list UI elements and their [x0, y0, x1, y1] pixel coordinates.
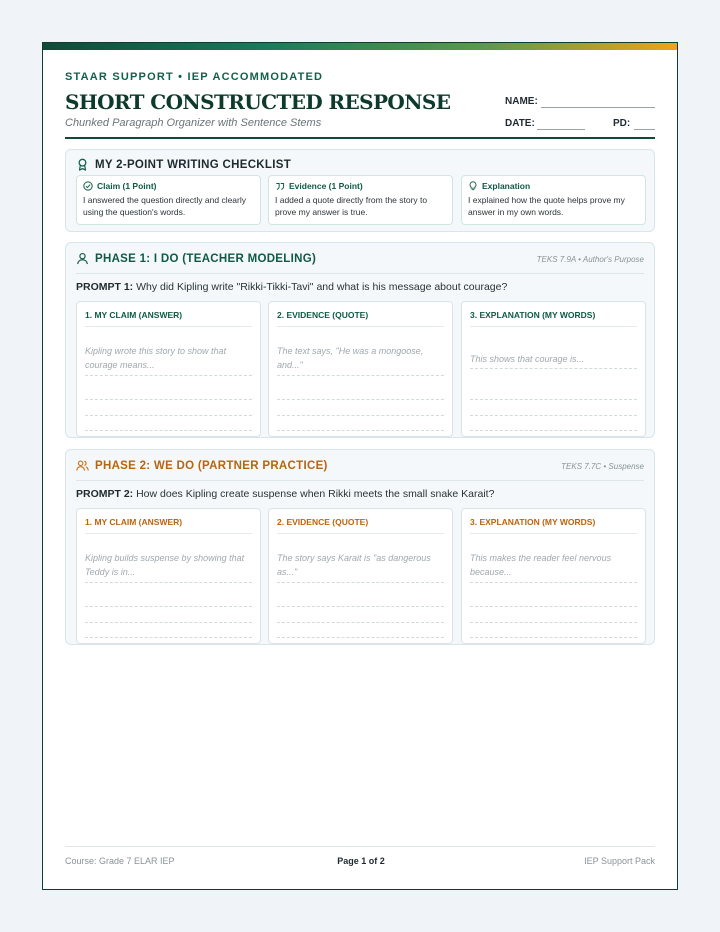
pd-field[interactable]	[634, 129, 655, 130]
writing-line	[277, 375, 444, 376]
writing-line	[470, 430, 637, 431]
column-divider	[85, 326, 252, 327]
gradient-top-bar	[43, 43, 677, 50]
prompt-text: Why did Kipling write "Rikki-Tikki-Tavi" and what is his message about courage?	[136, 281, 508, 293]
users-icon	[76, 459, 89, 472]
checklist-item-text: I added a quote directly from the story to prove my answer is true.	[275, 195, 428, 217]
checklist-item-text: I explained how the quote helps prove my answer in my own words.	[468, 195, 625, 217]
column-title: 3. EXPLANATION (MY WORDS)	[470, 517, 596, 527]
checklist-title: MY 2-POINT WRITING CHECKLIST	[95, 158, 292, 171]
sentence-stem: This shows that courage is...	[470, 354, 585, 364]
footer-pack: IEP Support Pack	[584, 856, 655, 866]
column-divider	[470, 326, 637, 327]
checklist-card	[65, 149, 655, 232]
column-title: 2. EVIDENCE (QUOTE)	[277, 310, 369, 320]
writing-line	[85, 415, 252, 416]
writing-line	[85, 622, 252, 623]
checklist-item-title: Evidence (1 Point)	[289, 181, 363, 191]
phase-1-header	[76, 252, 316, 265]
footer-course: Course: Grade 7 ELAR IEP	[65, 856, 175, 866]
checklist-item-claim	[76, 175, 261, 225]
explanation-column[interactable]	[461, 301, 646, 437]
writing-line	[277, 415, 444, 416]
teks-label: TEKS 7.9A • Author's Purpose	[536, 255, 644, 264]
writing-line	[277, 637, 444, 638]
checklist-item-explanation	[461, 175, 646, 225]
writing-line	[470, 368, 637, 369]
pd-label: PD:	[613, 118, 631, 129]
column-title: 1. MY CLAIM (ANSWER)	[85, 517, 183, 527]
explanation-column[interactable]	[461, 508, 646, 644]
header-kicker: STAAR SUPPORT • IEP ACCOMMODATED	[65, 71, 324, 83]
prompt	[76, 488, 494, 500]
writing-line	[277, 582, 444, 583]
page-subtitle: Chunked Paragraph Organizer with Sentence Stems	[65, 117, 322, 129]
phase-2-header	[76, 459, 328, 472]
date-label: DATE:	[505, 118, 535, 129]
phase-1-card	[65, 242, 655, 438]
writing-line	[277, 430, 444, 431]
checklist-item-title: Explanation	[482, 181, 531, 191]
footer-page-number: Page 1 of 2	[337, 856, 385, 866]
checklist-item-evidence	[268, 175, 453, 225]
writing-line	[85, 582, 252, 583]
column-divider	[470, 533, 637, 534]
sentence-stem: Kipling builds suspense by showing that Teddy is in...	[85, 553, 245, 577]
column-divider	[85, 533, 252, 534]
claim-column[interactable]	[76, 301, 261, 437]
writing-line	[85, 399, 252, 400]
award-icon	[76, 158, 89, 171]
column-title: 3. EXPLANATION (MY WORDS)	[470, 310, 596, 320]
user-icon	[76, 252, 89, 265]
teks-label: TEKS 7.7C • Suspense	[561, 462, 644, 471]
writing-line	[277, 606, 444, 607]
writing-line	[470, 622, 637, 623]
writing-line	[85, 637, 252, 638]
writing-line	[85, 375, 252, 376]
sentence-stem: Kipling wrote this story to show that courage means...	[85, 346, 227, 370]
evidence-column[interactable]	[268, 508, 453, 644]
checklist-item-text: I answered the question directly and clearly using the question's words.	[83, 195, 247, 217]
prompt	[76, 281, 507, 293]
checklist-item-title: Claim (1 Point)	[97, 181, 157, 191]
lightbulb-icon	[468, 181, 478, 191]
footer-divider	[65, 846, 655, 847]
prompt-label: PROMPT 1:	[76, 281, 134, 293]
writing-line	[470, 399, 637, 400]
phase-2-card	[65, 449, 655, 645]
phase-divider	[76, 273, 644, 274]
name-label: NAME:	[505, 96, 538, 107]
phase-divider	[76, 480, 644, 481]
name-field[interactable]	[541, 107, 655, 108]
writing-line	[85, 606, 252, 607]
column-divider	[277, 326, 444, 327]
writing-line	[277, 622, 444, 623]
page-title: SHORT CONSTRUCTED RESPONSE	[65, 90, 451, 114]
date-field[interactable]	[537, 129, 585, 130]
sentence-stem: The story says Karait is "as dangerous as..."	[277, 553, 431, 577]
writing-line	[470, 637, 637, 638]
check-circle-icon	[83, 181, 93, 191]
quote-icon	[275, 181, 285, 191]
phase-title: PHASE 1: I DO (TEACHER MODELING)	[95, 252, 317, 265]
column-title: 2. EVIDENCE (QUOTE)	[277, 517, 369, 527]
column-divider	[277, 533, 444, 534]
phase-title: PHASE 2: WE DO (PARTNER PRACTICE)	[95, 459, 328, 472]
prompt-label: PROMPT 2:	[76, 488, 134, 500]
writing-line	[470, 582, 637, 583]
checklist-header	[76, 158, 291, 171]
writing-line	[470, 606, 637, 607]
sentence-stem: This makes the reader feel nervous because...	[470, 553, 612, 577]
prompt-text: How does Kipling create suspense when Rikki meets the small snake Karait?	[136, 488, 495, 500]
claim-column[interactable]	[76, 508, 261, 644]
writing-line	[470, 415, 637, 416]
writing-line	[85, 430, 252, 431]
writing-line	[277, 399, 444, 400]
column-title: 1. MY CLAIM (ANSWER)	[85, 310, 183, 320]
header-divider	[65, 137, 655, 139]
worksheet-page	[42, 42, 678, 890]
evidence-column[interactable]	[268, 301, 453, 437]
sentence-stem: The text says, "He was a mongoose, and..."	[277, 346, 424, 370]
